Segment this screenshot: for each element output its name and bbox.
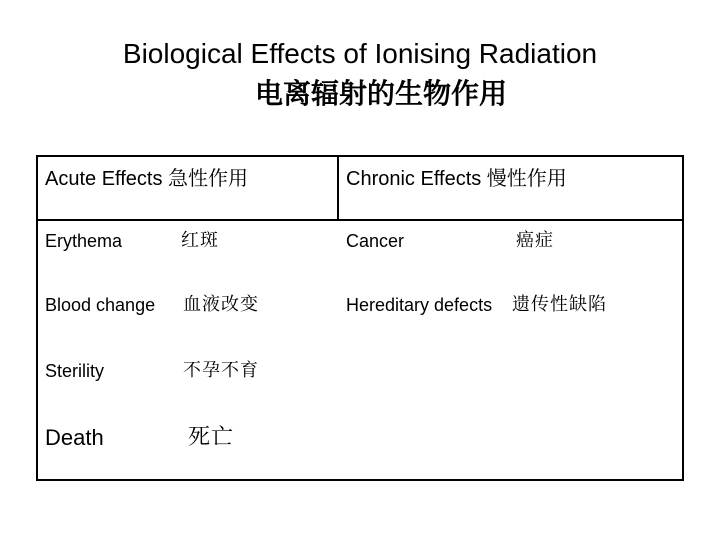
- acute-effects-header: Acute Effects 急性作用: [45, 168, 249, 190]
- chronic-effect-cancer-cn: 癌症: [516, 230, 554, 251]
- acute-effect-blood-change-en: Blood change: [45, 295, 156, 315]
- acute-effect-erythema-cn: 红斑: [181, 230, 219, 251]
- chronic-effect-hereditary-en: Hereditary defects: [346, 295, 493, 315]
- chronic-effect-cancer-en: Cancer: [346, 231, 405, 251]
- chronic-effect-hereditary-cn: 遗传性缺陷: [512, 294, 607, 315]
- effects-table: [36, 155, 684, 481]
- acute-effect-blood-change-cn: 血液改变: [183, 294, 259, 315]
- title-english: Biological Effects of Ionising Radiation: [122, 38, 598, 69]
- header-divider: [337, 157, 339, 221]
- acute-effect-sterility-en: Sterility: [45, 361, 105, 381]
- table-header-row: [38, 157, 682, 221]
- acute-effect-death-cn: 死亡: [188, 425, 235, 450]
- title-chinese: 电离辐射的生物作用: [255, 77, 508, 110]
- acute-effect-death-en: Death: [45, 425, 104, 450]
- acute-effect-erythema-en: Erythema: [45, 231, 123, 251]
- chronic-effects-header: Chronic Effects 慢性作用: [346, 168, 567, 190]
- acute-effect-sterility-cn: 不孕不育: [183, 360, 259, 381]
